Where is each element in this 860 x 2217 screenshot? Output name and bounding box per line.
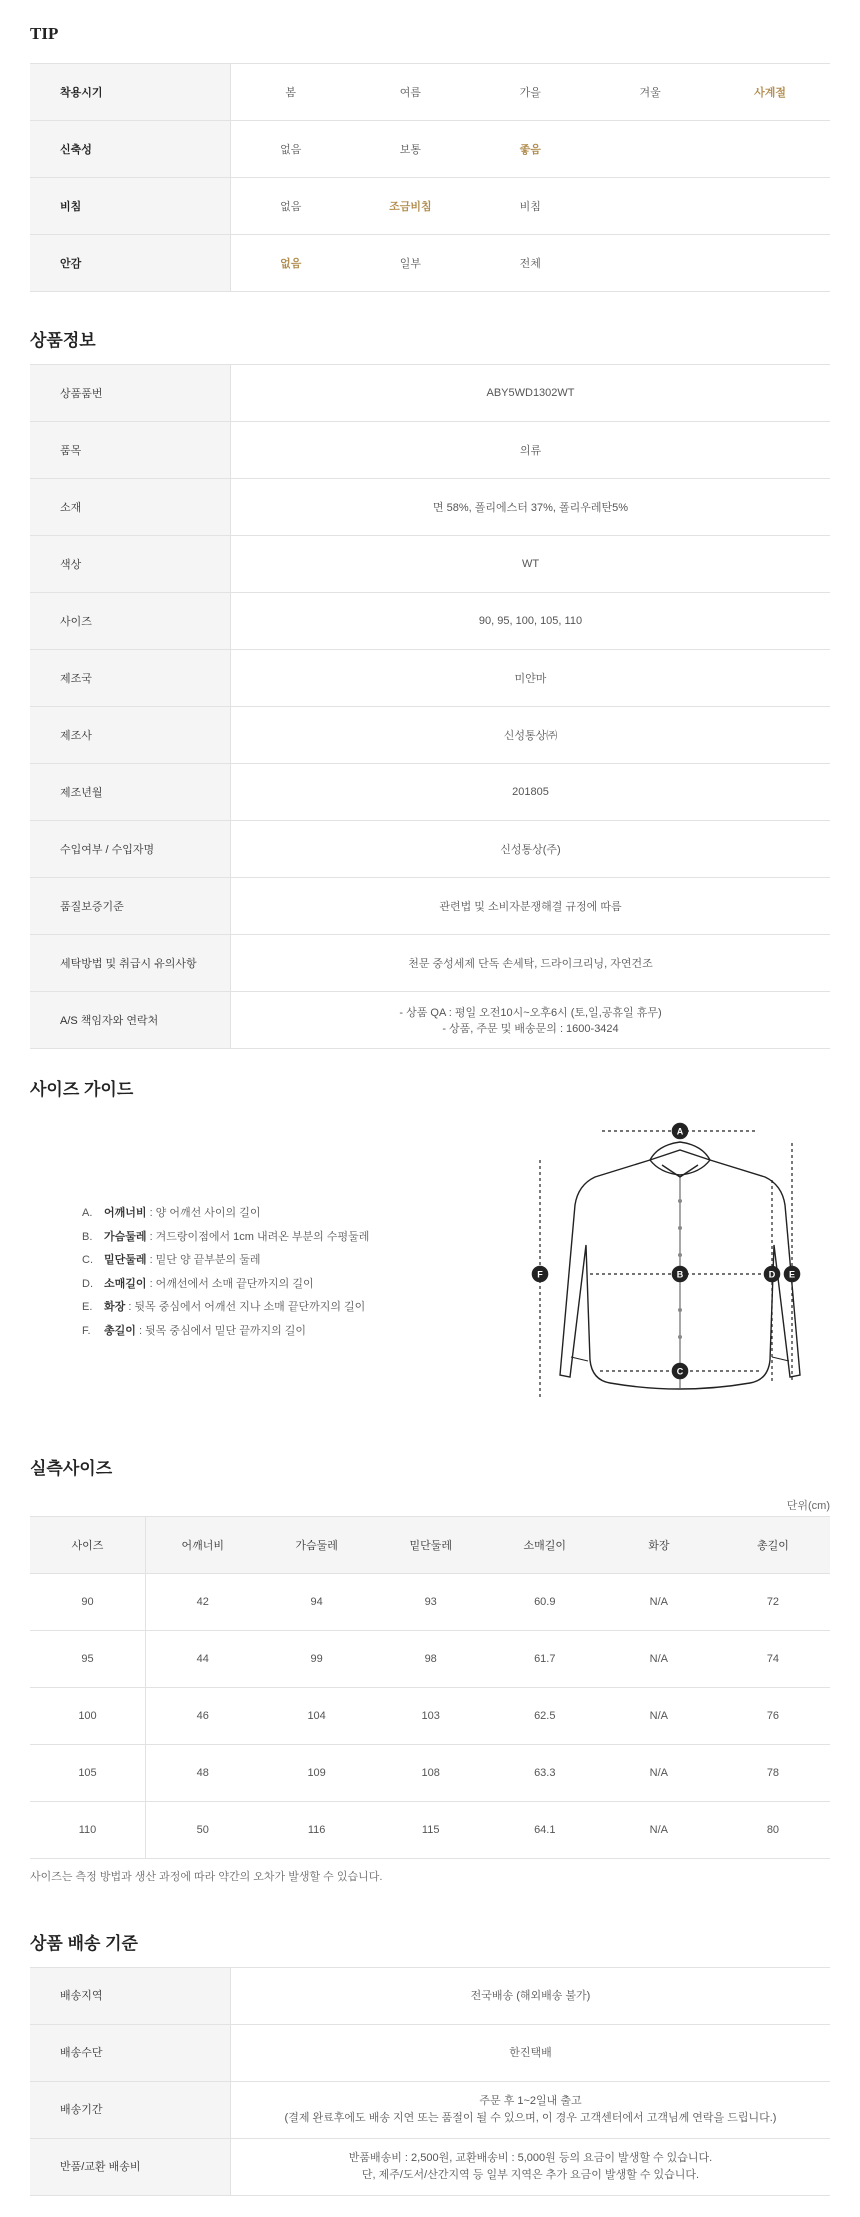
guide-key: D.: [82, 1277, 93, 1290]
size-cell: 116: [260, 1802, 374, 1859]
measured-size-title: 실측사이즈: [30, 1459, 113, 1478]
size-row: [30, 1688, 830, 1745]
tip-option: 봄: [231, 64, 351, 121]
info-label: 제조사: [30, 707, 231, 764]
info-label: 품목: [30, 422, 231, 479]
size-cell: 93: [374, 1574, 488, 1631]
tip-row: [30, 64, 830, 121]
size-row: [30, 1631, 830, 1688]
size-cell: 62.5: [488, 1688, 602, 1745]
size-cell: 108: [374, 1745, 488, 1802]
info-label: 제조국: [30, 650, 231, 707]
tip-row-label: 비침: [30, 178, 231, 235]
info-row: [30, 707, 830, 764]
tip-option: 없음: [231, 178, 351, 235]
info-value-line: 면 58%, 폴리에스터 37%, 폴리우레탄5%: [432, 502, 629, 514]
shipping-label: 배송지역: [30, 1968, 231, 2025]
info-value: [231, 992, 831, 1049]
shipping-value: [231, 1968, 831, 2025]
size-guide-title: 사이즈 가이드: [30, 1080, 134, 1099]
info-row: [30, 878, 830, 935]
info-value: [231, 935, 831, 992]
size-guide-item: [82, 1296, 369, 1320]
size-cell: 46: [146, 1688, 260, 1745]
label-c: C: [676, 1366, 684, 1377]
info-row: [30, 479, 830, 536]
guide-desc: : 밑단 양 끝부분의 둘레: [146, 1254, 261, 1266]
tip-row-label: 착용시기: [30, 64, 231, 121]
tip-option: 사계절: [710, 64, 830, 121]
info-label: 사이즈: [30, 593, 231, 650]
size-cell: 109: [260, 1745, 374, 1802]
info-label: 품질보증기준: [30, 878, 231, 935]
info-row: [30, 821, 830, 878]
guide-key: A.: [82, 1207, 93, 1219]
shipping-line: 전국배송 (해외배송 불가): [470, 1989, 591, 2002]
tip-option: [590, 235, 710, 292]
guide-term: 가슴둘레: [104, 1230, 147, 1243]
info-value-line: WT: [521, 558, 540, 570]
size-header-cell: 사이즈: [30, 1517, 146, 1574]
info-row: [30, 935, 830, 992]
guide-desc: : 뒷목 중심에서 어깨선 지나 소매 끝단까지의 길이: [125, 1301, 366, 1313]
size-header-cell: 소매길이: [488, 1517, 602, 1574]
tip-row-label: 신축성: [30, 121, 231, 178]
size-guide-item: [82, 1202, 369, 1226]
size-guide-item: [82, 1273, 369, 1297]
size-row: [30, 1802, 830, 1859]
size-cell: 115: [374, 1802, 488, 1859]
size-cell: N/A: [602, 1574, 716, 1631]
shipping-line: 주문 후 1~2일내 출고: [479, 2095, 582, 2107]
label-e: E: [788, 1269, 796, 1280]
info-value-line: 미얀마: [514, 673, 547, 685]
shipping-label: 배송수단: [30, 2025, 231, 2082]
info-value-line: ABY5WD1302WT: [486, 387, 575, 399]
product-info-title: 상품정보: [30, 331, 96, 350]
info-value-line: - 상품, 주문 및 배송문의 : 1600-3424: [442, 1023, 619, 1035]
info-value: [231, 650, 831, 707]
guide-term: 어깨너비: [104, 1207, 147, 1219]
size-cell: 61.7: [488, 1631, 602, 1688]
size-row: [30, 1574, 830, 1631]
info-value-line: 신성통상㈜: [503, 730, 558, 742]
shipping-line: 단, 제주/도서/산간지역 등 일부 지역은 추가 요금이 발생할 수 있습니다.: [361, 2169, 700, 2181]
size-cell: 80: [716, 1802, 830, 1859]
size-cell: N/A: [602, 1688, 716, 1745]
info-value: [231, 821, 831, 878]
size-cell: 99: [260, 1631, 374, 1688]
size-cell: 104: [260, 1688, 374, 1745]
size-guide-item: [82, 1226, 369, 1250]
size-cell: 74: [716, 1631, 830, 1688]
size-cell: 44: [146, 1631, 260, 1688]
shipping-row: [30, 2082, 830, 2139]
info-label: 제조년월: [30, 764, 231, 821]
info-row: [30, 536, 830, 593]
shipping-line: (결제 완료후에도 배송 지연 또는 품절이 될 수 있으며, 이 경우 고객센터에서 고객님께 연락을 드립니다.): [284, 2112, 777, 2124]
shipping-line: 반품배송비 : 2,500원, 교환배송비 : 5,000원 등의 요금이 발생할 수 있습니다.: [348, 2152, 713, 2164]
info-value: [231, 365, 831, 422]
unit-label: 단위(cm): [786, 1500, 830, 1512]
label-a: A: [676, 1126, 684, 1137]
size-header-cell: 가슴둘레: [260, 1517, 374, 1574]
size-cell: 48: [146, 1745, 260, 1802]
shipping-row: [30, 2139, 830, 2196]
tip-option: 전체: [470, 235, 590, 292]
guide-term: 밑단둘레: [104, 1254, 147, 1266]
size-note: 사이즈는 측정 방법과 생산 과정에 따라 약간의 오차가 발생할 수 있습니다.: [30, 1871, 383, 1883]
tip-row: [30, 178, 830, 235]
size-cell: 103: [374, 1688, 488, 1745]
guide-desc: : 뒷목 중심에서 밑단 끝까지의 길이: [135, 1324, 307, 1337]
size-cell: 94: [260, 1574, 374, 1631]
tip-row: [30, 235, 830, 292]
tip-option: 없음: [231, 235, 351, 292]
info-label: 수입여부 / 수입자명: [30, 821, 231, 878]
size-cell: 60.9: [488, 1574, 602, 1631]
size-cell: 63.3: [488, 1745, 602, 1802]
info-value-line: 의류: [519, 445, 542, 457]
size-cell: 42: [146, 1574, 260, 1631]
shipping-row: [30, 1968, 830, 2025]
info-row: [30, 764, 830, 821]
info-label: 소재: [30, 479, 231, 536]
size-cell: 50: [146, 1802, 260, 1859]
guide-term: 총길이: [104, 1324, 136, 1337]
shipping-value: [231, 2082, 831, 2139]
shipping-value: [231, 2139, 831, 2196]
label-f: F: [537, 1269, 543, 1280]
size-cell: 76: [716, 1688, 830, 1745]
tip-option: 좋음: [470, 121, 590, 178]
info-value: [231, 707, 831, 764]
guide-term: 소매길이: [104, 1277, 147, 1290]
size-cell: N/A: [602, 1631, 716, 1688]
size-cell: N/A: [602, 1802, 716, 1859]
size-cell: 90: [30, 1574, 146, 1631]
size-cell: 64.1: [488, 1802, 602, 1859]
guide-desc: : 어깨선에서 소매 끝단까지의 길이: [146, 1277, 314, 1290]
size-guide-list: [82, 1202, 369, 1343]
size-header-row: [30, 1517, 830, 1574]
guide-key: F.: [82, 1324, 91, 1337]
size-header-cell: 밑단둘레: [374, 1517, 488, 1574]
size-cell: 95: [30, 1631, 146, 1688]
shipping-line: 한진택배: [509, 2046, 552, 2059]
tip-option: [590, 178, 710, 235]
size-header-cell: 어깨너비: [146, 1517, 260, 1574]
product-info-table: [30, 364, 830, 1049]
info-label: 색상: [30, 536, 231, 593]
size-header-cell: 화장: [602, 1517, 716, 1574]
info-label: 세탁방법 및 취급시 유의사항: [30, 935, 231, 992]
tip-option: [590, 121, 710, 178]
shipping-label: 반품/교환 배송비: [30, 2139, 231, 2196]
guide-term: 화장: [104, 1301, 126, 1313]
info-value-line: 90, 95, 100, 105, 110: [478, 615, 583, 627]
label-d: D: [768, 1269, 776, 1280]
info-value: [231, 764, 831, 821]
size-cell: 110: [30, 1802, 146, 1859]
info-row: [30, 992, 830, 1049]
info-label: A/S 책임자와 연락처: [30, 992, 231, 1049]
info-label: 상품품번: [30, 365, 231, 422]
tip-option: 가을: [470, 64, 590, 121]
tip-option: 보통: [350, 121, 470, 178]
info-value: [231, 422, 831, 479]
tip-row: [30, 121, 830, 178]
info-value-line: 천문 중성세제 단독 손세탁, 드라이크리닝, 자연건조: [408, 958, 653, 970]
shipping-table: [30, 1967, 830, 2196]
size-cell: 78: [716, 1745, 830, 1802]
info-row: [30, 365, 830, 422]
info-row: [30, 422, 830, 479]
tip-table: [30, 63, 830, 292]
size-guide: [30, 1115, 830, 1415]
info-value: [231, 878, 831, 935]
size-row: [30, 1745, 830, 1802]
size-cell: 100: [30, 1688, 146, 1745]
tip-option: [710, 178, 830, 235]
size-cell: 105: [30, 1745, 146, 1802]
info-row: [30, 650, 830, 707]
info-value-line: 관련법 및 소비자분쟁해결 규정에 따름: [439, 901, 622, 913]
shipping-label: 배송기간: [30, 2082, 231, 2139]
info-value: [231, 479, 831, 536]
tip-option: 여름: [350, 64, 470, 121]
tip-option: 없음: [231, 121, 351, 178]
tip-row-label: 안감: [30, 235, 231, 292]
shipping-value: [231, 2025, 831, 2082]
info-value: [231, 593, 831, 650]
guide-key: C.: [82, 1254, 93, 1266]
size-guide-item: [82, 1249, 369, 1273]
info-value-line: 201805: [512, 786, 549, 798]
tip-option: 겨울: [590, 64, 710, 121]
shipping-title: 상품 배송 기준: [30, 1934, 138, 1953]
tip-option: [710, 121, 830, 178]
shipping-row: [30, 2025, 830, 2082]
info-value-line: - 상품 QA : 평일 오전10시~오후6시 (토,일,공휴일 휴무): [399, 1007, 662, 1019]
shirt-diagram: [530, 1115, 830, 1415]
size-cell: 72: [716, 1574, 830, 1631]
size-cell: N/A: [602, 1745, 716, 1802]
tip-option: 조금비침: [350, 178, 470, 235]
tip-option: [710, 235, 830, 292]
tip-option: 비침: [470, 178, 590, 235]
size-header-cell: 총길이: [716, 1517, 830, 1574]
info-row: [30, 593, 830, 650]
size-guide-item: [82, 1320, 369, 1344]
guide-key: E.: [82, 1301, 93, 1313]
tip-title: TIP: [30, 24, 59, 43]
label-b: B: [676, 1269, 684, 1280]
guide-desc: : 양 어깨선 사이의 길이: [146, 1207, 261, 1219]
measured-size-table: [30, 1516, 830, 1859]
info-value: [231, 536, 831, 593]
guide-key: B.: [82, 1230, 93, 1243]
tip-option: 일부: [350, 235, 470, 292]
info-value-line: 신성통상(주): [500, 844, 561, 856]
guide-desc: : 겨드랑이점에서 1cm 내려온 부분의 수평둘레: [146, 1230, 370, 1243]
size-cell: 98: [374, 1631, 488, 1688]
